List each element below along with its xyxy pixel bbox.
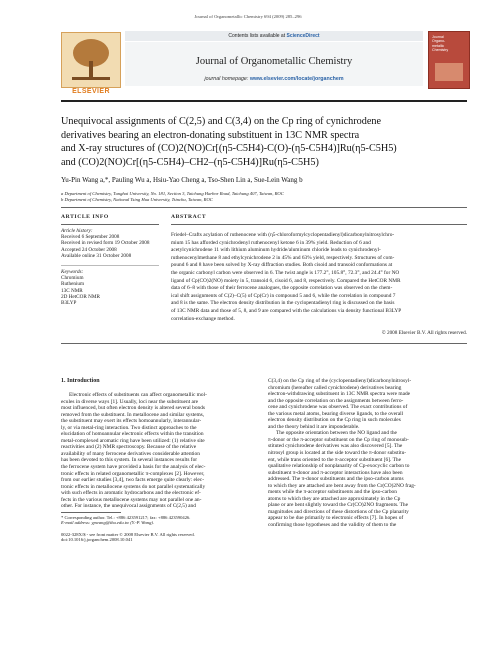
affiliation-b: b Department of Chemistry, National Tsing Hua University, Tsinchu, Taiwan, ROC: [61, 197, 213, 202]
article-info-rule: [61, 224, 159, 225]
body-line: most influenced, but often electron density is altered several bonds: [61, 405, 206, 412]
abstract-line: and 8 is the same. The electron density distribution in the cyclopentadienyl ring is discussed on the basis: [171, 300, 395, 307]
history-accepted: Accepted 24 October 2008: [61, 246, 117, 253]
history-label: Article history:: [61, 228, 93, 234]
body-line: has been devoted to this system. In several instances results for: [61, 457, 198, 464]
elsevier-tree-icon: [62, 33, 120, 87]
body-line: chromium (hereafter called cynichrodene) derivatives bearing: [268, 384, 402, 391]
title-line-3: and X-ray structures of (CO)2(NO)Cr[(η5-C5H4)-C(O)-(η5-C5H4)]Ru(η5-C5H5): [61, 143, 397, 155]
body-line: and the theory behind it are imponderable.: [268, 423, 360, 430]
body-line: removed from the substituent. In metallocene and similar systems,: [61, 411, 205, 418]
history-received: Received 6 September 2008: [61, 234, 120, 241]
affiliation-rule: [61, 207, 467, 208]
keywords: [61, 269, 161, 306]
body-line: reactivities and (2) NMR spectroscopy. Because of the relative: [61, 444, 197, 451]
keywords-rule: [61, 265, 159, 266]
abstract-line: ical shift assignments of C(2)–C(5) of Cp(Cr) in compound 5 and 6, while the correlation in compound 7: [171, 292, 396, 299]
body-line: elucidation of homoannular electronic effects within the transition: [61, 431, 204, 438]
affiliation-a: a Department of Chemistry, Tunghai University, No. 181, Section 3, Taichung Harbor Road, Taichung 407, Taiwan, ROC: [61, 191, 284, 196]
journal-cover: [428, 31, 470, 89]
body-line: magnitudes and directions of these distortions of the Cp planarity: [268, 508, 409, 515]
body-line: confirming those hypotheses and the validity of them to the: [268, 522, 397, 529]
corresponding-author: * Corresponding author. Tel.: +886 423591217; fax: +886 423590426.: [61, 515, 191, 520]
abstract-line: data of 6–8 with those of their ferrocene analogues, the opposite correlation was observed on the chem-: [171, 285, 393, 292]
abstract-line: Friedel–Crafts acylation of ruthenocene with (η5-chloroformylcyclopentadienyl)dicarbonylnitrosylchro-: [171, 232, 395, 238]
keyword: 13C NMR: [61, 287, 83, 294]
body-line: the ferrocene system have provided a basis for the analysis of elec-: [61, 464, 206, 471]
body-line: with such effects in aromatic hydrocarbons and the electronic ef-: [61, 490, 201, 497]
abstract-bottom-rule: [61, 343, 467, 344]
body-line: π-donor or the π-acceptor substituent on the Cp ring of monosub-: [268, 436, 409, 443]
body-line: cene and cynichrodene was observed. The exact contributions of: [268, 404, 408, 411]
body-line: ments while the π-acceptor substituents and the ipso-carbon: [268, 489, 397, 496]
cover-line-2: Organo-: [432, 39, 446, 44]
body-line: ent, while trans oriented to the π-acceptor substituent [6]. The: [268, 456, 402, 463]
body-line: qualitative relationship of nonplanarity of Cp-exocyclic carbon to: [268, 463, 410, 470]
cover-line-1: Journal: [432, 35, 444, 39]
journal-citation: Journal of Organometallic Chemistry 694 (2009) 285–296: [194, 14, 302, 19]
body-line: stituted cynichrodene derivatives was also discovered [5]. The: [268, 443, 403, 450]
body-line: C(3,4) on the Cp ring of the (cyclopentadienyl)dicarbonylnitrosyl-: [268, 378, 412, 384]
cover-line-4: Chemistry: [432, 47, 449, 52]
issn-line: 0022-328X/$ - see front matter © 2008 Elsevier B.V. All rights reserved.: [61, 532, 195, 537]
body-line: and the opposite correlation on the assignments between ferro-: [268, 397, 404, 404]
publisher-name: ELSEVIER: [72, 88, 110, 95]
keywords-label: Keywords:: [61, 269, 84, 275]
homepage-label: journal homepage:: [204, 76, 249, 82]
body-line: tronic effects in related organometallic π-complexes [2]. However,: [61, 470, 205, 477]
body-line: availability of many ferrocene derivatives considerable attention: [61, 450, 200, 457]
intro-heading: 1. Introduction: [61, 378, 100, 384]
body-line: nitrosyl group is located at the side toward the π-donor substitu-: [268, 450, 407, 457]
body-line: electron density distribution on the Cp ring in such molecules: [268, 417, 401, 424]
author-email: E-mail address: ypwang@thu.edu.tw (Y.-P. Wang).: [61, 520, 155, 526]
authors: Yu-Pin Wang a,*, Pauling Wu a, Hsiu-Yao Cheng a, Tso-Shen Lin a, Sue-Lein Wang b: [61, 176, 303, 184]
body-line: ecules in diverse ways [1]. Usually, loci near the substituent are: [61, 398, 199, 405]
abstract-line: ligand of Cp(CO)2(NO) moiety in 5, transoid 6, cisoid 6, and 8, respectively. Compared the HetCOR NMR: [171, 277, 401, 284]
body-line: addressed. The π-donor substituents and the ipso-carbon atoms: [268, 476, 404, 483]
sciencedirect-link[interactable]: ScienceDirect: [286, 33, 320, 39]
body-line: ly, or via metal-ring interaction. Two distinct approaches to the: [61, 424, 197, 431]
cover-line-3: metallic: [432, 43, 445, 48]
abstract-line: of 13C NMR data and those of 5, 8, and 9 are compared with the calculations via density functional B3LYP: [171, 307, 402, 314]
front-matter: [61, 532, 261, 543]
copyright: © 2008 Elsevier B.V. All rights reserved.: [381, 330, 467, 336]
keyword: Chromium: [61, 275, 84, 282]
abstract-line: acetylcynichrodene 11 with lithium aluminum hydride/aluminum chloride leads to cynichrodenyl-: [171, 247, 381, 254]
intro-left-column: [61, 392, 260, 510]
journal-homepage: [125, 76, 423, 82]
body-line: to which they are attached are bent away from the Cr(CO)2NO frag-: [268, 482, 416, 489]
body-line: fects in the various metallocene systems may not parallel one an-: [61, 496, 202, 503]
header-rule: [61, 100, 467, 102]
elsevier-logo: [61, 32, 121, 88]
history-revised: Received in revised form 19 October 2008: [61, 240, 150, 247]
doi-line: doi:10.1016/j.jorganchem.2008.10.041: [61, 537, 133, 543]
contents-banner: [125, 31, 423, 41]
body-line: metal-complexed aromatic ring have been utilized: (1) relative site: [61, 437, 205, 444]
contents-prefix: Contents lists available at: [228, 33, 286, 39]
article-info-heading: ARTICLE INFO: [61, 214, 109, 220]
title-line-1: Unequivocal assignments of C(2,5) and C(3,4) on the Cp ring of cynichrodene: [61, 116, 381, 127]
body-line: the various metal atoms, bearing diverse ligands, to the overall: [268, 410, 404, 417]
abstract-line: the organic carbonyl carbon were observed in 6. The twist angle is 177.2°, 105.8°, 72.3°, and 24.4° for NO: [171, 269, 400, 276]
abstract-heading: ABSTRACT: [171, 214, 207, 220]
body-line: other. For instance, the unequivocal assignments of C(2,5) and: [61, 503, 196, 510]
footnote-rule: [61, 512, 121, 513]
body-line: plane or are bent slightly toward the Cr(CO)2NO fragments. The: [268, 502, 409, 509]
history-online: Available online 31 October 2008: [61, 252, 132, 259]
keyword: 2D HetCOR NMR: [61, 293, 100, 300]
abstract-text: [171, 232, 467, 323]
title-line-2: derivatives bearing an electron-donating substituent in 13C NMR spectra: [61, 129, 360, 141]
abstract-line: mium 15 has afforded cynichrodenyl ruthenocenyl ketone 6 in 39% yield. Reduction of 6 and: [171, 239, 371, 246]
body-line: electron-withdrawing substituent in 13C NMR spectra were made: [268, 391, 411, 398]
journal-title: Journal of Organometallic Chemistry: [195, 56, 353, 67]
body-line: The opposite orientation between the NO ligand and the: [276, 430, 397, 437]
title-line-4: and (CO)2(NO)Cr[(η5-C5H4)–CH2–(η5-C5H4)]Ru(η5-C5H5): [61, 156, 319, 168]
keyword: Ruthenium: [61, 281, 85, 288]
body-line: the substituent may exert its effects homoannularly, interannular-: [61, 418, 202, 425]
abstract-line: pound 6 and 8 have been solved by X-ray diffraction studies. Both cisoid and transoid conformations at: [171, 262, 393, 269]
cover-image: [435, 63, 463, 81]
abstract-rule: [171, 224, 467, 225]
body-line: from our earlier studies [3,4], two facts emerge quite clearly: elec-: [61, 477, 204, 484]
body-line: appear to be due primarily to electronic effects [7]. In hopes of: [268, 515, 404, 522]
body-line: tronic effects in metallocene systems do not parallel systematically: [61, 483, 206, 490]
abstract-line: correlation-exchange method.: [171, 315, 235, 322]
article-history: [61, 228, 161, 259]
intro-right-column: [268, 378, 467, 529]
body-line: Electronic effects of substituents can affect organometallic mol-: [69, 392, 207, 398]
body-line: atoms to which they are attached are approximately in the Cp: [268, 495, 401, 502]
article-title: [61, 115, 481, 169]
body-line: substituent π-donor and π-acceptor interactions have also been: [268, 469, 403, 476]
homepage-url[interactable]: www.elsevier.com/locate/jorganchem: [249, 76, 344, 82]
keyword: B3LYP: [61, 300, 77, 307]
abstract-line: ruthenocenylmethane 8 and ethylcynichrodene 2 in 45% and 63% yield, respectively. Structures of com-: [171, 254, 395, 261]
footnote: [61, 515, 261, 526]
